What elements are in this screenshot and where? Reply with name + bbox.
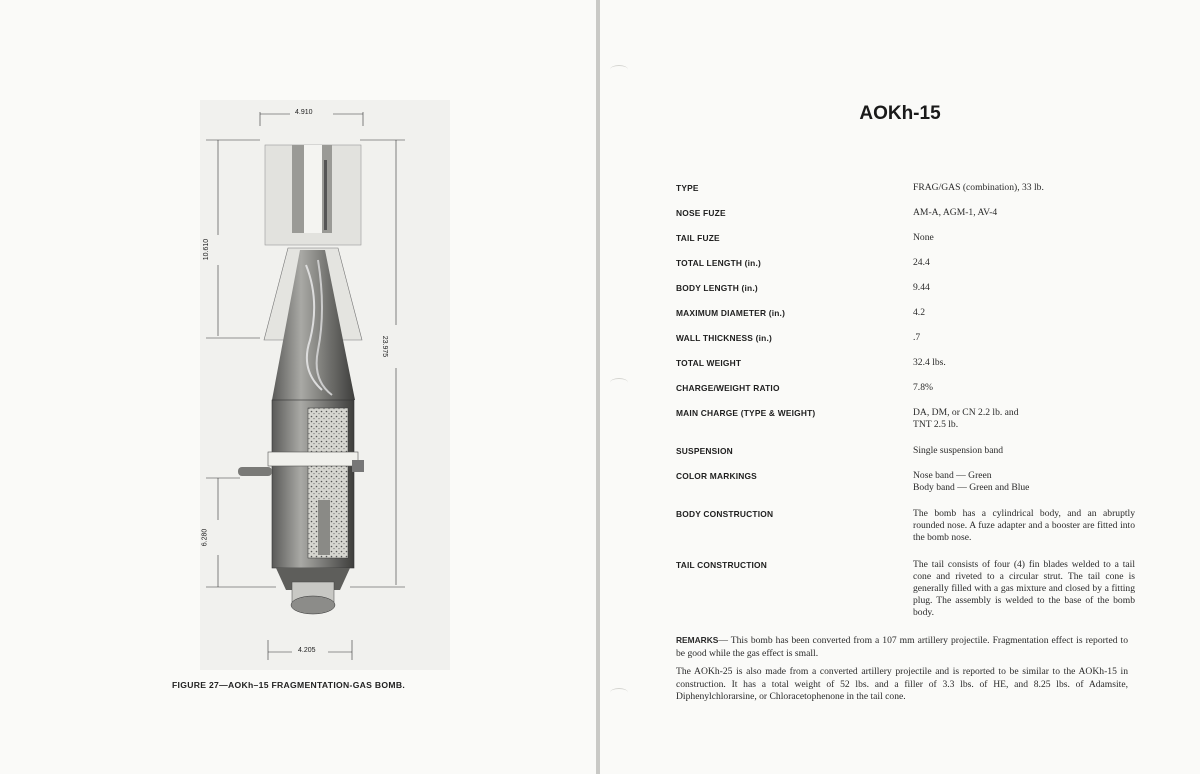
spec-value [913, 508, 1135, 544]
spec-label: BODY CONSTRUCTION [676, 509, 774, 519]
spec-label: CHARGE/WEIGHT RATIO [676, 383, 780, 393]
spec-label: TAIL FUZE [676, 233, 720, 243]
spec-value-line: Single suspension band [913, 445, 1004, 456]
spec-label: TOTAL WEIGHT [676, 358, 742, 368]
spec-value [913, 357, 1135, 369]
spec-value [913, 407, 1135, 431]
bomb-drawing [200, 100, 450, 670]
spec-value-line: AM-A, AGM-1, AV-4 [913, 207, 998, 218]
spec-label: MAXIMUM DIAMETER (in.) [676, 308, 786, 318]
dim-bottom-width: 4.205 [298, 647, 316, 654]
spec-value [913, 232, 1135, 244]
spec-value-line: DA, DM, or CN 2.2 lb. and [913, 407, 1019, 418]
spec-label: MAIN CHARGE (TYPE & WEIGHT) [676, 408, 816, 418]
spec-label: SUSPENSION [676, 446, 733, 456]
remarks-paragraph [676, 634, 1128, 660]
spec-value [913, 182, 1135, 194]
spec-value-line: None [913, 232, 934, 243]
spec-label: BODY LENGTH (in.) [676, 283, 758, 293]
figure-caption: FIGURE 27—AOKh–15 FRAGMENTATION-GAS BOMB. [172, 680, 406, 690]
spec-label: WALL THICKNESS (in.) [676, 333, 772, 343]
spec-value [913, 332, 1135, 344]
spec-value-line: The bomb has a cylindrical body, and an abruptly rounded nose. A fuze adapter and a booster are fitted into the bomb nose. [913, 508, 1135, 543]
dim-top-width: 4.910 [295, 109, 313, 116]
spec-label: TOTAL LENGTH (in.) [676, 258, 762, 268]
spec-label: NOSE FUZE [676, 208, 726, 218]
punch-hole-mark [610, 688, 628, 697]
spec-label: TAIL CONSTRUCTION [676, 560, 768, 570]
spec-value-line: 32.4 lbs. [913, 357, 946, 368]
spec-value-line: 9.44 [913, 282, 930, 293]
spec-value-line: Nose band — Green [913, 470, 992, 481]
remarks-text: — This bomb has been converted from a 107 mm artillery projectile. Fragmentation effect is reported to be good while the gas effect is small. [676, 635, 1128, 659]
page-title: AOKh-15 [859, 103, 941, 124]
dim-tail-length: 6.280 [201, 528, 209, 547]
spec-value [913, 445, 1135, 457]
remarks-note: The AOKh-25 is also made from a converted artillery projectile and is reported to be similar to the AOKh-15 in construction. It has a total weight of 52 lbs. and a filler of 3.3 lbs. of HE, and 8.25 lbs. of Adamsite, Diphenylchlorarsine, or Chloracetophenone in the tail cone. [676, 666, 1128, 703]
remarks-label: REMARKS [676, 635, 719, 645]
spec-value-line: 24.4 [913, 257, 930, 268]
spec-value [913, 307, 1135, 319]
spec-label: COLOR MARKINGS [676, 471, 757, 481]
spec-value [913, 257, 1135, 269]
spec-value-line: 4.2 [913, 307, 925, 318]
spec-value-line: .7 [913, 332, 921, 343]
spec-value-line: Body band — Green and Blue [913, 482, 1030, 493]
dim-overall-length: 23.975 [381, 335, 389, 358]
spec-value-line: The tail consists of four (4) fin blades welded to a tail cone and riveted to a circular strut. The tail cone is generally filled with a gas mixture and closed by a fitting plug. The assembly is welded to the base of the bomb body. [913, 559, 1135, 618]
spec-label: TYPE [676, 183, 699, 193]
spec-value [913, 559, 1135, 619]
punch-hole-mark [610, 65, 628, 74]
spec-value [913, 282, 1135, 294]
spec-value-line: 7.8% [913, 382, 933, 393]
spec-value-line: TNT 2.5 lb. [913, 419, 959, 430]
spec-value [913, 207, 1135, 219]
spec-value [913, 470, 1135, 494]
spec-value [913, 382, 1135, 394]
bomb-figure [200, 100, 450, 670]
spec-value-line: FRAG/GAS (combination), 33 lb. [913, 182, 1044, 193]
punch-hole-mark [610, 378, 628, 387]
dim-nose-length: 10.610 [203, 238, 211, 261]
